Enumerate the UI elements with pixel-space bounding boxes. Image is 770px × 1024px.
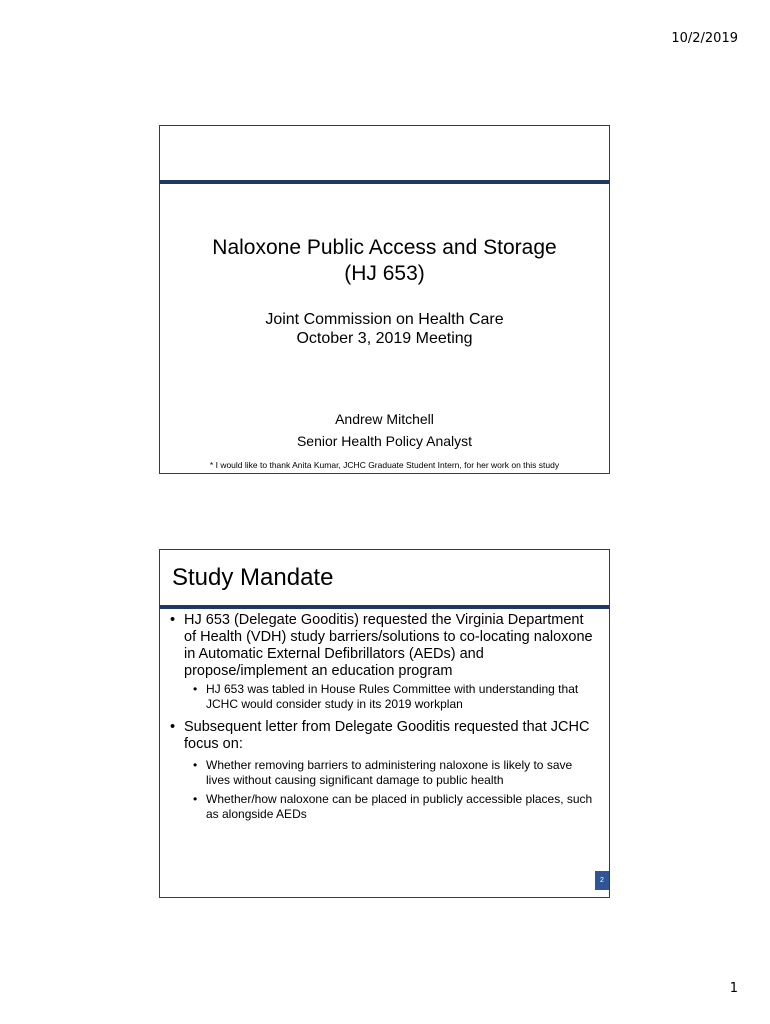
presenter-name: Andrew Mitchell xyxy=(335,411,434,427)
title-divider xyxy=(160,180,609,184)
sub-bullet-text: Whether removing barriers to administering naloxone is likely to save lives without causing significant damage to public health xyxy=(206,758,573,787)
sub-bullet-text: HJ 653 was tabled in House Rules Committee with understanding that JCHC would consider study in its 2019 workplan xyxy=(206,682,579,711)
subtitle-line-1: Joint Commission on Health Care xyxy=(265,311,504,328)
bullet-icon: • xyxy=(193,758,198,772)
page-number: 1 xyxy=(729,981,738,996)
subtitle-line-2: October 3, 2019 Meeting xyxy=(296,330,473,347)
study-mandate-slide xyxy=(159,549,610,898)
footnote: * I would like to thank Anita Kumar, JCHC Graduate Student Intern, for her work on this study xyxy=(209,460,560,470)
bullet-text: Subsequent letter from Delegate Gooditis requested that JCHC focus on: xyxy=(184,719,590,752)
bullet-icon: • xyxy=(193,682,198,696)
sub-bullet-item xyxy=(170,792,595,822)
bullet-item xyxy=(170,719,595,753)
slide-number-badge: 2 xyxy=(595,871,609,890)
heading-divider xyxy=(160,605,609,609)
sub-bullet-item xyxy=(170,682,595,712)
bullet-list xyxy=(170,612,595,826)
presenter-role: Senior Health Policy Analyst xyxy=(296,433,473,449)
bullet-text: HJ 653 (Delegate Gooditis) requested the Virginia Department of Health (VDH) study barriers/solutions to co-locating naloxone in Automatic External Defibrillators (AEDs) and propose/implement an education program xyxy=(184,612,593,679)
bullet-icon: • xyxy=(170,719,176,735)
title-band xyxy=(160,126,609,180)
slide-title-line-2: (HJ 653) xyxy=(344,262,425,285)
bullet-icon: • xyxy=(170,612,176,628)
title-slide xyxy=(159,125,610,474)
sub-bullet-item xyxy=(170,758,595,788)
slide-title xyxy=(160,235,609,287)
sub-bullet-text: Whether/how naloxone can be placed in publicly accessible places, such as alongside AEDs xyxy=(206,792,593,821)
slide-title-line-1: Naloxone Public Access and Storage xyxy=(212,236,557,259)
bullet-icon: • xyxy=(193,792,198,806)
slide-heading: Study Mandate xyxy=(172,564,334,591)
page-date: 10/2/2019 xyxy=(671,31,738,46)
slide-subtitle xyxy=(160,310,609,348)
bullet-item xyxy=(170,612,595,680)
